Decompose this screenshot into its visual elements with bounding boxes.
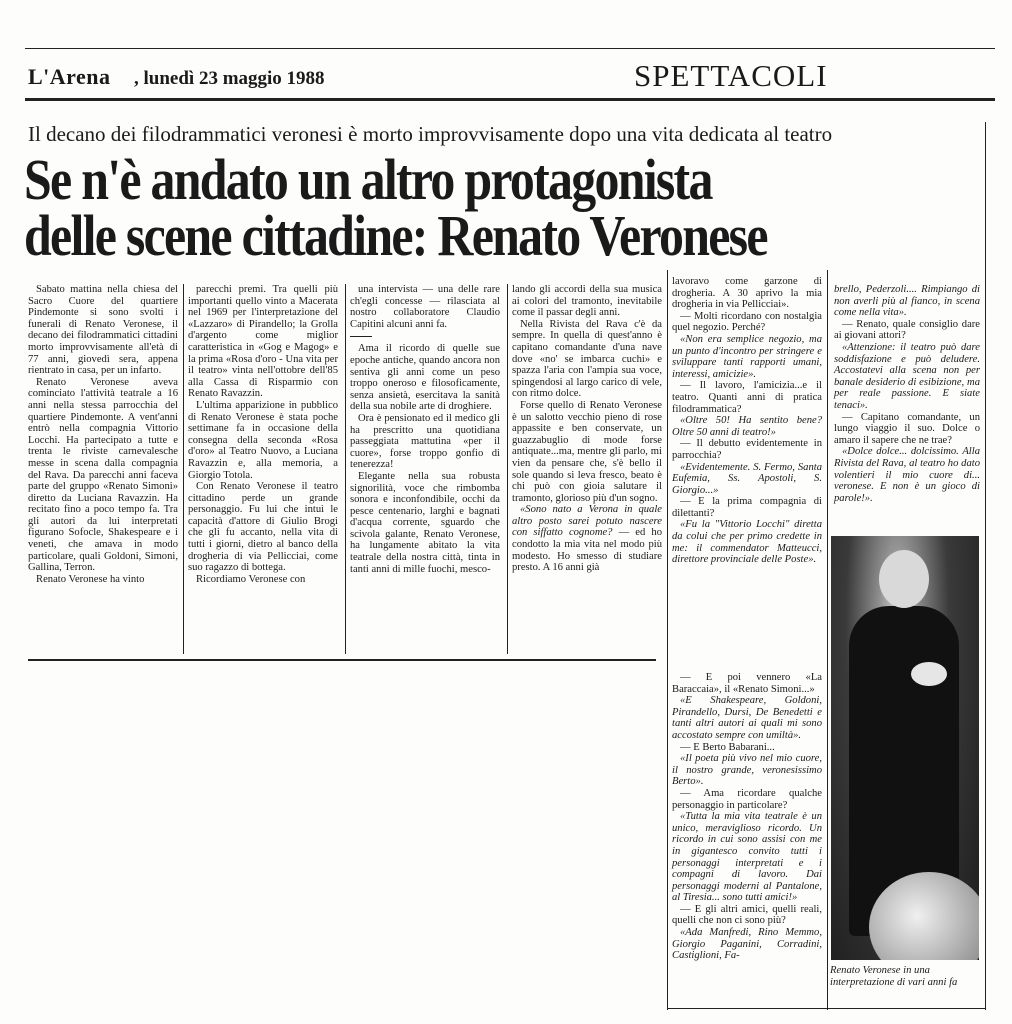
section-title: SPETTACOLI [634, 58, 828, 93]
question: — Molti ricordano con nostalgia quel negozio. Perché? [672, 310, 822, 334]
paragraph: Sabato mattina nella chiesa del Sacro Cuore del quartiere Pindemonte si sono svolti i funerali di Renato Veronese, il decano dei filodrammatici cittadini morto improvvisamente all'età di 77 anni, giovedì sera, appena rientrato in casa, per un infarto. [28, 284, 178, 377]
top-rule [25, 48, 995, 49]
headline-line-1: Se n'è andato un altro protagonista [24, 147, 712, 212]
answer: «Oltre 50! Ha sentito bene? Oltre 50 anni di teatro!» [672, 415, 822, 438]
issue-date: , lunedì 23 maggio 1988 [134, 68, 325, 89]
quote-italic: «Sono nato a Verona in quale altro posto sarei potuto nascere con siffatto cognome? [512, 504, 662, 539]
paragraph: Renato Veronese aveva cominciato l'attività teatrale a 16 anni nella stessa parrocchia del quartiere Pindemonte. A vent'anni entrò nella compagnia Vittorio Locchi. Ha partecipato a tutte e trenta le riviste carnevalesche messe in scena dalla compagnia del Rava. Da parecchi anni faceva parte del gruppo «Renato Simoni» diretto da Luciana Ravazzin. Ha recitato fino a poco tempo fa. Tra gli autori da lui interpretati figurano Sofocle, Shakespeare e i veneti, che amava in modo particolare, quali Goldoni, Simoni, Gallina, Terron. [28, 376, 178, 574]
answer: «Fu la "Vittorio Locchi" diretta da colui che per primo credette in me: il commendator Matteucci, direttore provinciale delle Poste». [672, 519, 822, 566]
question: — Ama ricordare qualche personaggio in particolare? [672, 787, 822, 811]
article-column-6 [834, 284, 980, 504]
article-column-4 [512, 284, 662, 574]
answer: «Il poeta più vivo nel mio cuore, il nostro grande, veronesissimo Berto». [672, 753, 822, 788]
answer: «Evidentemente. S. Fermo, Santa Eufemia, Ss. Apostoli, S. Giorgio...» [672, 461, 822, 496]
bottom-rule [28, 659, 656, 661]
column-rule [507, 284, 508, 654]
paragraph: lando gli accordi della sua musica ai colori del tramonto, inevitabile come il passar degli anni. [512, 284, 662, 319]
paragraph: Forse quello di Renato Veronese è un salotto vecchio pieno di rose appassite e ben conservate, un guazzabuglio di mode forse antiquate...ma, mentre gli parlo, mi vien da pensare che, s'è bello il sole quando si leva fresco, beato è chi può con gioia salutare il tramonto, glorioso più d'un sogno. [512, 399, 662, 504]
article-kicker: Il decano dei filodrammatici veronesi è morto improvvisamente dopo una vita dedicata al teatro [28, 122, 833, 146]
paragraph: una intervista — una delle rare ch'egli concesse — rilasciata al nostro collaboratore Claudio Capitini alcuni anni fa. [350, 284, 500, 330]
paragraph: Ricordiamo Veronese con [196, 573, 306, 585]
question: — Il lavoro, l'amicizia...e il teatro. Quanti anni di pratica filodrammatica? [672, 380, 822, 415]
paragraph: Nella Rivista del Rava c'è da sempre. In quella di quest'anno è capitano comandante d'una nave dove «no' se imbarca cuchi» e spazza l'aria con l'ampia sua voce, spingendosi al largo carico di vele, con ritmo dolce. [512, 318, 662, 400]
photo-figure-head [879, 550, 929, 608]
masthead-rule [25, 98, 995, 101]
paragraph: L'ultima apparizione in pubblico di Renato Veronese è stata poche settimane fa in occasione della consegna della seconda «Rosa d'oro» al Teatro Nuovo, a Luciana Ravazzin e, alla memoria, a Giorgio Totola. [188, 399, 338, 481]
answer: «Non era semplice negozio, ma un punto d'incontro per stringere e sviluppare tanti rapporti umani, interessi, amicizie». [672, 333, 822, 380]
column-rule [345, 284, 346, 654]
question: — E la prima compagnia di dilettanti? [672, 496, 822, 519]
answer: «Tutta la mia vita teatrale è un unico, meraviglioso ricordo. Un ricordo in cui sono assisi con me in gigantesco convito tutti i personaggi interpretati e i compagni di lavoro. Dai personaggi moderni al Pantalone, al Tiresia... sono tutti amici!» [672, 811, 822, 904]
bottom-rule [667, 1008, 985, 1009]
photo-figure-hand [911, 662, 947, 686]
article-column-3 [350, 284, 500, 575]
column-rule [183, 284, 184, 654]
article-headline [24, 147, 850, 268]
paragraph: Ama il ricordo di quelle sue epoche antiche, quando ancora non sentiva gli anni come un peso troppo oneroso e filosoficamente, senza ansietà, esercitava la sanità della sua nobile arte di droghiere. [350, 343, 500, 413]
article-column-5 [672, 276, 822, 566]
headline-line-2: delle scene cittadine: Renato Veronese [24, 203, 767, 268]
question: — E gli altri amici, quelli reali, quelli che non ci sono più? [672, 903, 822, 927]
answer: brello, Pederzoli.... Rimpiango di non averli più al fianco, in scena come nella vita». [834, 284, 980, 319]
answer: «Ada Manfredi, Rino Memmo, Giorgio Paganini, Corradini, Castiglioni, Fa- [672, 927, 822, 962]
quote-tail: — ed ho condotto la mia vita nel modo più modesto. Ho smesso di studiare presto. A 16 anni già [512, 527, 662, 574]
photo-caption: Renato Veronese in una interpretazione di vari anni fa [830, 965, 958, 988]
newspaper-brand: L'Arena [28, 64, 111, 89]
paragraph: Elegante nella sua robusta signorilità, voce che rimbomba sonora e inconfondibile, occhi da pesce centenario, larghi e bagnati d'acqua corrente, sguardo che scivola galante, Renato Veronese, ha lungamente abitato la vita teatrale della nostra città, tinta in tanti anni di mille fuochi, mesco- [350, 470, 500, 575]
paragraph: Con Renato Veronese il teatro cittadino perde un grande personaggio. Fu lui che intuì le capacità d'attore di Giulio Brogi che gli fu accanto, nella vita di tutti i giorni, dietro al banco della drogheria di via Pellicciai, come suo ragazzo di bottega. [188, 481, 338, 574]
paragraph: lavoravo come garzone di drogheria. A 30 aprivo la mia drogheria in via Pellicciai». [672, 276, 822, 311]
paragraph: parecchi premi. Tra quelli più importanti quello vinto a Macerata nel 1969 per l'interpretazione del «Lazzaro» di Pirandello; la Grolla d'argento come miglior caratteristica in «Gog e Magog» e la prima «Rosa d'oro - Una vita per il teatro» vinta nell'ottobre dell'85 alla Cassa di Risparmio con Renato Ravazzin. [188, 284, 338, 400]
answer: «E Shakespeare, Goldoni, Pirandello, Dursi, De Benedetti e tanti altri autori ai quali mi sono accostato sempre con umiltà». [672, 695, 822, 741]
article-column-5-continued [672, 672, 822, 962]
answer: «Attenzione: il teatro può dare soddisfazione e può deludere. Accostatevi alla scena non per banale desiderio di esibizione, ma per reale passione. E siate tenaci». [834, 341, 980, 411]
column-rule [667, 270, 668, 1010]
paragraph: Renato Veronese ha vinto [36, 573, 145, 585]
column-rule [827, 270, 828, 1010]
question: — Capitano comandante, un lungo viaggio il suo. Dolce o amaro il sapere che ne trae? [834, 411, 980, 446]
right-border-rule [985, 122, 986, 1010]
portrait-photo [831, 536, 979, 960]
question: — E Berto Babarani... [680, 741, 775, 753]
paragraph: Ora è pensionato ed il medico gli ha prescritto una quotidiana passeggiata mattutina «per il cuore», forse troppo gonfio di tenerezza! [350, 412, 500, 471]
question: — Il debutto evidentemente in parrocchia? [672, 438, 822, 461]
quote-paragraph [512, 504, 662, 574]
article-column-2 [188, 284, 338, 585]
question: — E poi vennero «La Baraccaia», il «Renato Simoni...» [672, 672, 822, 695]
article-column-1 [28, 284, 178, 585]
question: — Renato, quale consiglio dare ai giovani attori? [834, 318, 980, 342]
answer: «Dolce dolce... dolcissimo. Alla Rivista del Rava, al teatro ho dato volentieri il mio cuore di... veronese. E non è un gioco di parole!». [834, 446, 980, 504]
section-separator [350, 336, 372, 337]
